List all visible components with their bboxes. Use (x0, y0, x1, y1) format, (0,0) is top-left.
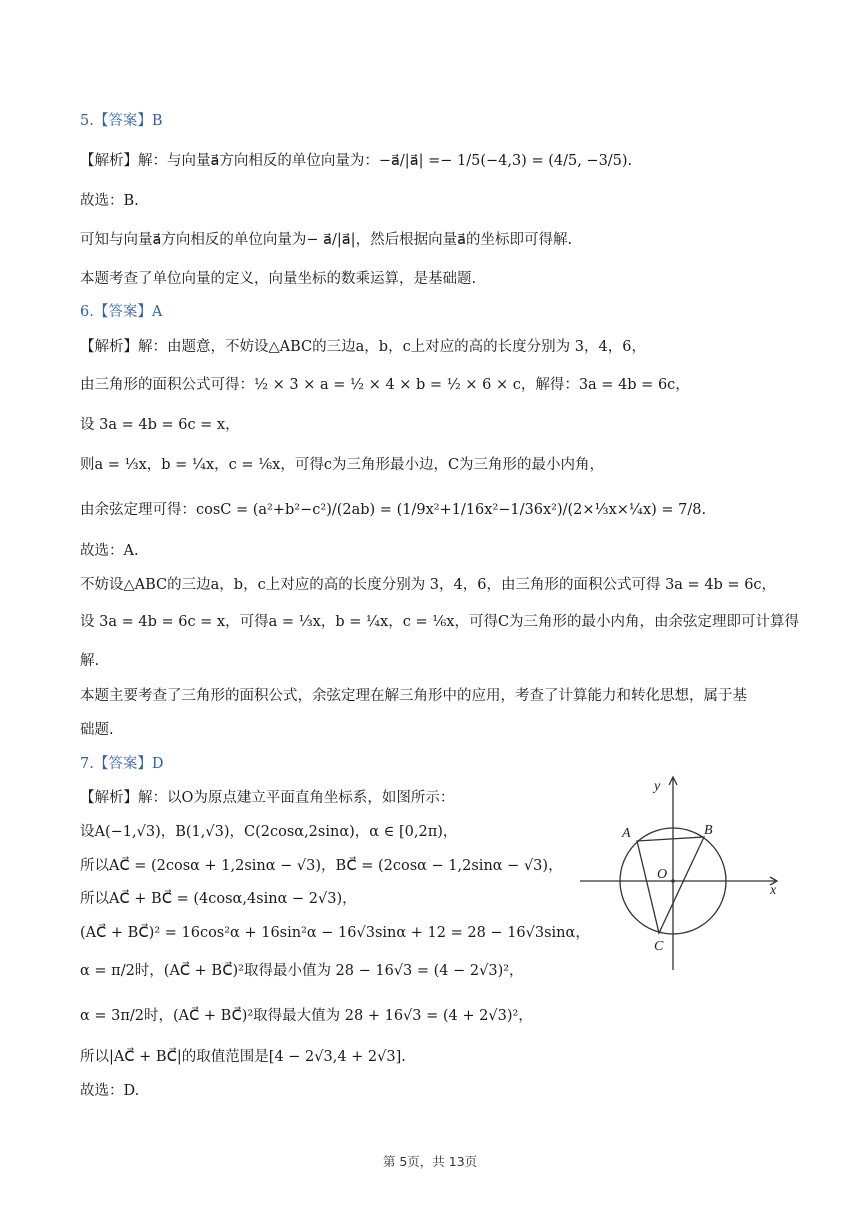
analysis-5-line-1: 【解析】解：与向量a⃗方向相反的单位向量为：−a⃗/|a⃗| =− 1/5(−4,3) = (4/5, −3/5). (80, 153, 633, 169)
analysis-7-line-9: 故选：D. (80, 1083, 140, 1099)
analysis-6-line-6: 故选：A. (80, 543, 139, 559)
analysis-5-line-2: 故选：B. (80, 193, 139, 209)
analysis-7-line-3: 所以AC⃗ = (2cosα + 1,2sinα − √3)，BC⃗ = (2cosα − 1,2sinα − √3)， (80, 858, 563, 874)
analysis-6-line-7: 不妨设△ABC的三边a，b，c上对应的高的长度分别为 3，4，6，由三角形的面积公式可得 3a = 4b = 6c， (80, 577, 777, 593)
analysis-7-line-6: α = π/2时，(AC⃗ + BC⃗)²取得最小值为 28 − 16√3 = (4 − 2√3)²， (80, 963, 524, 979)
analysis-6-line-1: 【解析】解：由题意，不妨设△ABC的三边a，b，c上对应的高的长度分别为 3，4，6， (80, 339, 646, 355)
analysis-5-line-4: 本题考查了单位向量的定义，向量坐标的数乘运算，是基础题. (80, 271, 477, 287)
analysis-7-line-1: 【解析】解：以O为原点建立平面直角坐标系，如图所示： (80, 790, 455, 806)
analysis-6-line-2: 由三角形的面积公式可得：½ × 3 × a = ½ × 4 × b = ½ × 6 × c，解得：3a = 4b = 6c， (80, 377, 690, 393)
analysis-7-line-5: (AC⃗ + BC⃗)² = 16cos²α + 16sin²α − 16√3sinα + 12 = 28 − 16√3sinα， (80, 925, 590, 941)
analysis-6-line-10: 本题主要考查了三角形的面积公式，余弦定理在解三角形中的应用，考查了计算能力和转化思想，属于基 (80, 688, 747, 704)
point-b-label: B (704, 823, 713, 838)
analysis-6-line-5: 由余弦定理可得：cosC = (a²+b²−c²)/(2ab) = (1/9x²+1/16x²−1/36x²)/(2×⅓x×¼x) = 7/8. (80, 502, 707, 518)
answer-7-heading: 7.【答案】D (80, 756, 164, 772)
analysis-5-line-3: 可知与向量a⃗方向相反的单位向量为− a⃗/|a⃗|，然后根据向量a⃗的坐标即可得解. (80, 232, 573, 248)
analysis-6-line-4: 则a = ⅓x，b = ¼x，c = ⅙x，可得c为三角形最小边，C为三角形的最小内角， (80, 457, 605, 473)
analysis-7-line-7: α = 3π/2时，(AC⃗ + BC⃗)²取得最大值为 28 + 16√3 = (4 + 2√3)²， (80, 1008, 533, 1024)
analysis-7-line-2: 设A(−1,√3)，B(1,√3)，C(2cosα,2sinα)，α ∈ [0,2π)， (80, 824, 458, 840)
analysis-6-line-11: 础题. (80, 722, 114, 738)
circle-triangle-figure (578, 770, 788, 976)
page-footer: 第 5页，共 13页 (382, 1154, 478, 1169)
origin-label: O (657, 867, 668, 882)
point-c-label: C (654, 939, 664, 954)
analysis-7-line-4: 所以AC⃗ + BC⃗ = (4cosα,4sinα − 2√3)， (80, 891, 357, 907)
point-a-label: A (622, 826, 631, 841)
analysis-6-line-8: 设 3a = 4b = 6c = x，可得a = ⅓x，b = ¼x，c = ⅙x，可得C为三角形的最小内角，由余弦定理即可计算得 (80, 614, 800, 630)
answer-5-heading: 5.【答案】B (80, 113, 163, 129)
origin-point (671, 879, 675, 883)
analysis-7-line-8: 所以|AC⃗ + BC⃗|的取值范围是[4 − 2√3,4 + 2√3]. (80, 1049, 406, 1065)
analysis-6-line-9: 解. (80, 653, 100, 669)
analysis-6-line-3: 设 3a = 4b = 6c = x， (80, 417, 240, 433)
y-axis-label: y (654, 779, 661, 794)
x-axis-label: x (770, 883, 777, 898)
triangle-abc (637, 837, 704, 933)
answer-6-heading: 6.【答案】A (80, 304, 163, 320)
